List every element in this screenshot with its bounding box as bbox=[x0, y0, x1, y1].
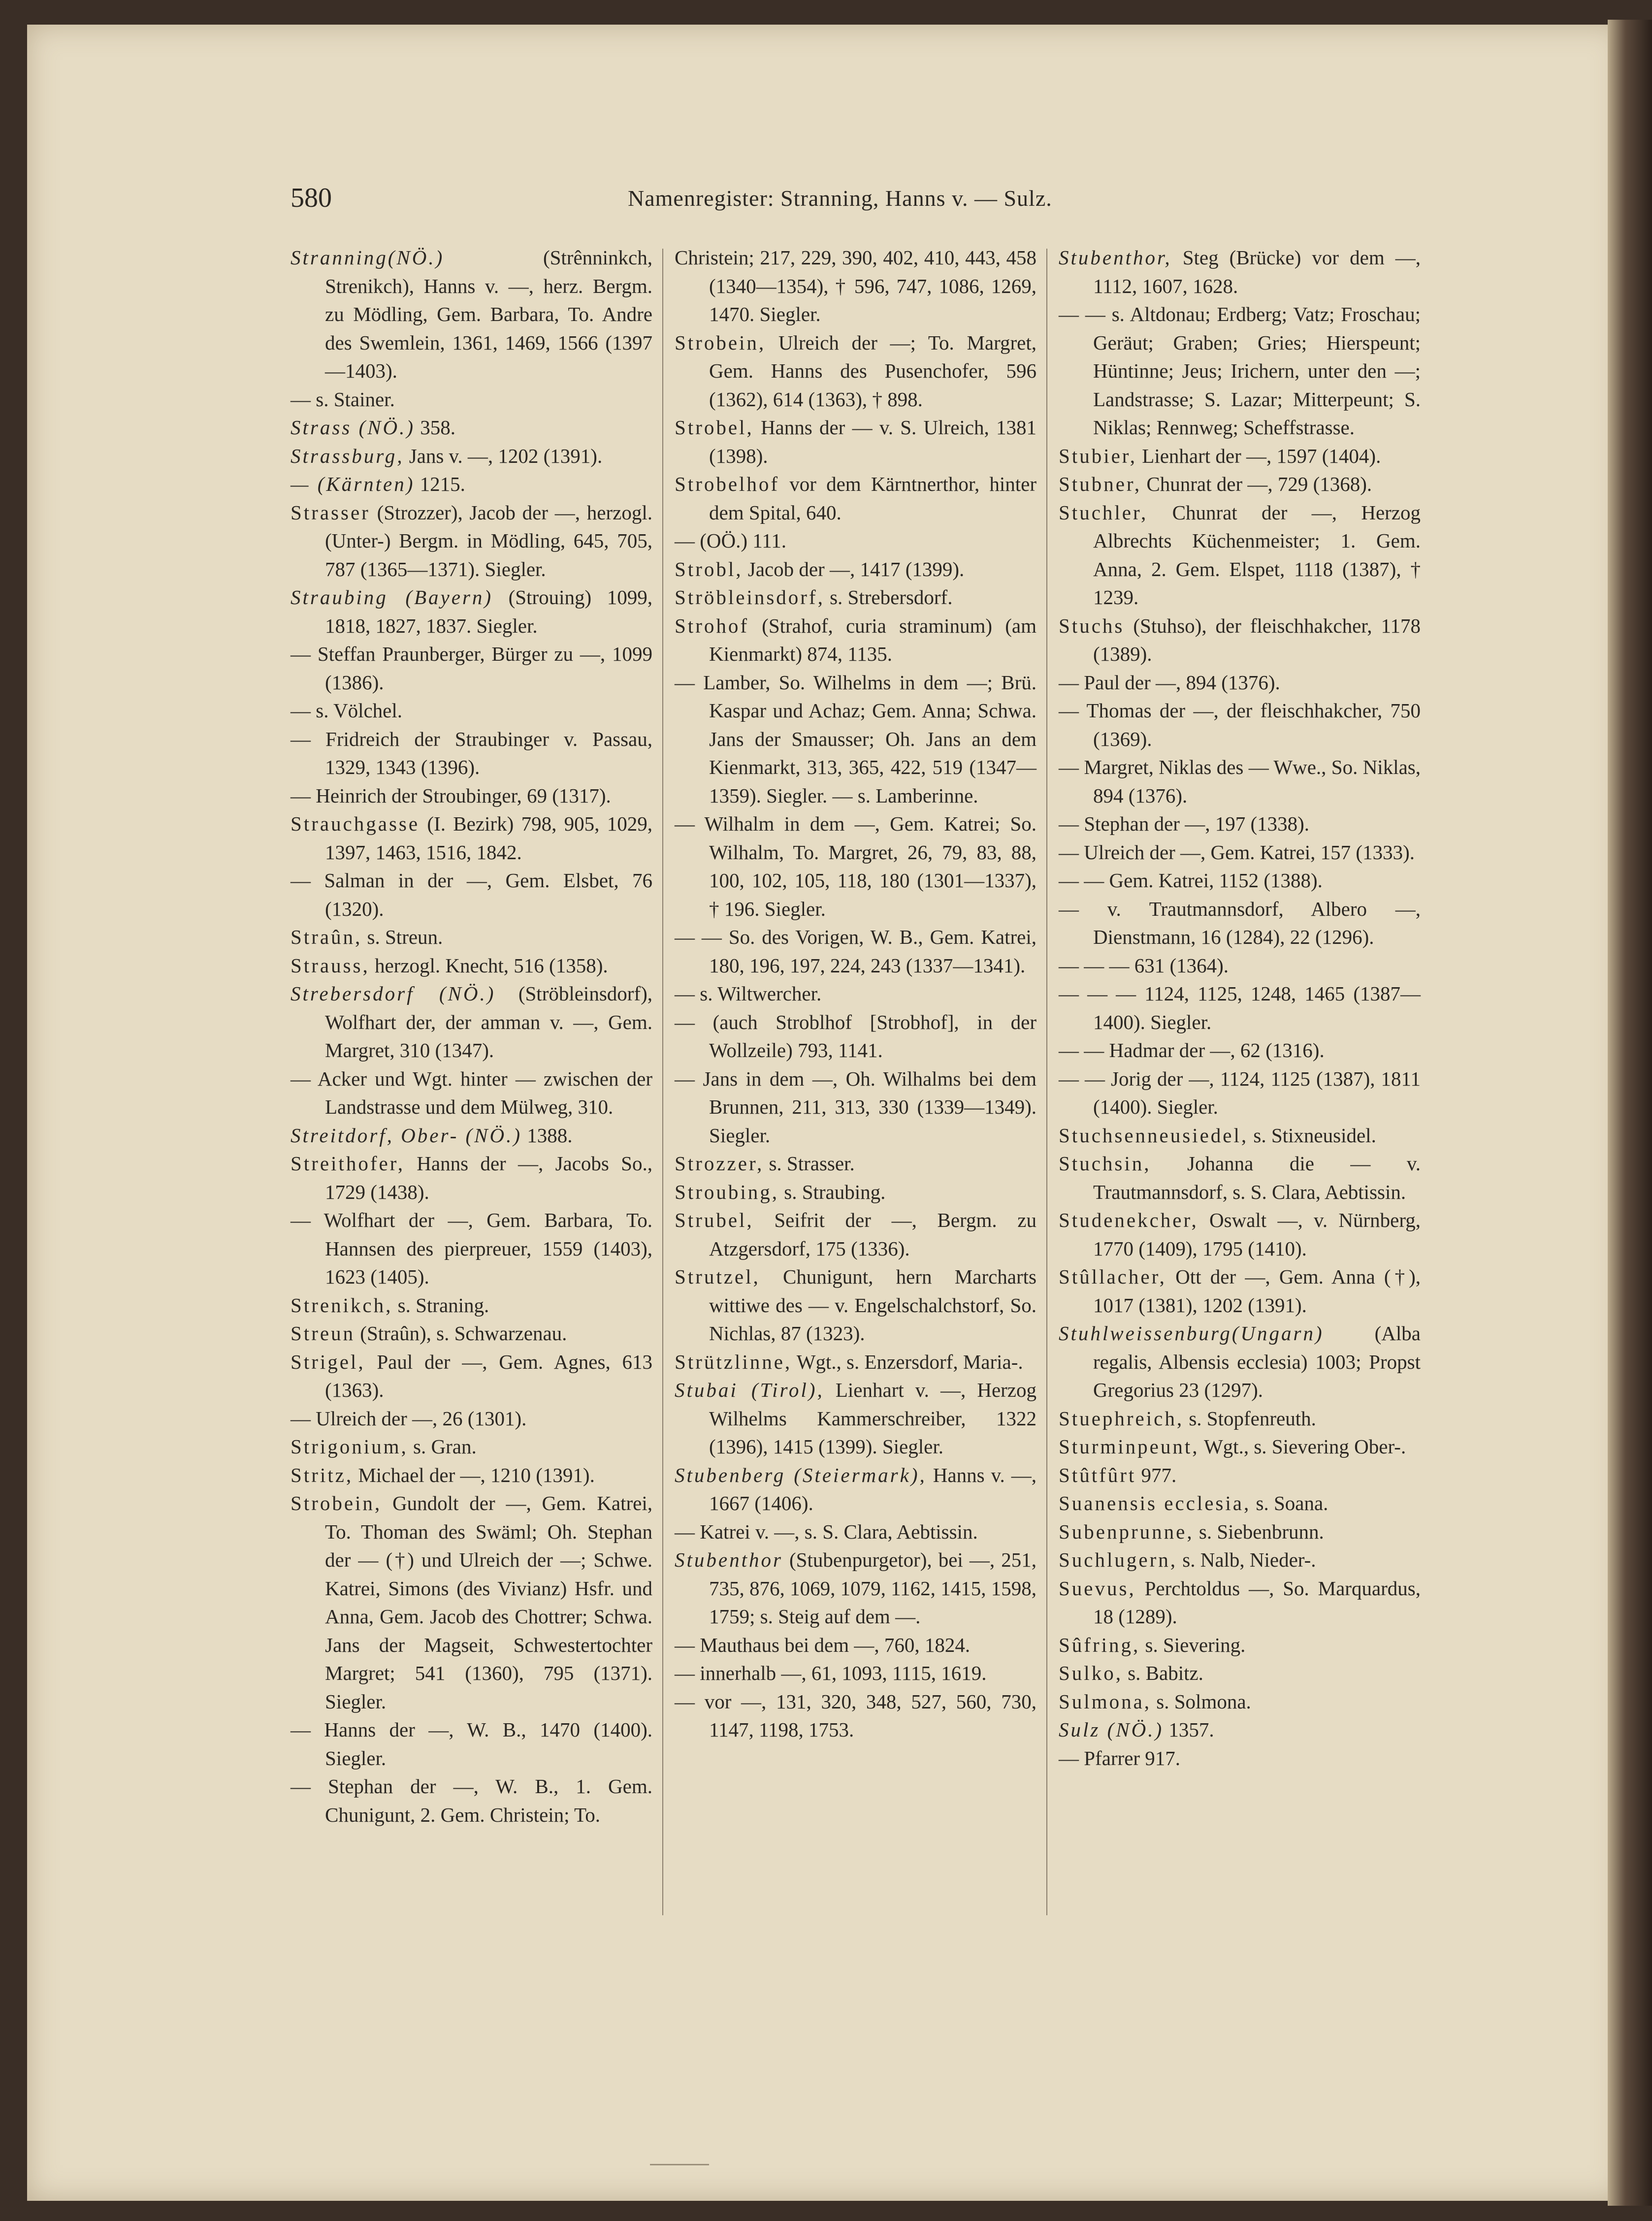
entry-text: — Pfarrer 917. bbox=[1059, 1746, 1181, 1770]
entry-lemma: Stranning(NÖ.) bbox=[291, 246, 445, 269]
index-entry bbox=[291, 1772, 652, 1829]
entry-text: — Wilhalm in dem —, Gem. Katrei; So. Wilhalm, To. Margret, 26, 79, 83, 88, 100, 102, 105, 118, 180 (1301—1337), † 196. Siegler. bbox=[675, 812, 1037, 920]
index-entry bbox=[675, 527, 1037, 555]
index-entry bbox=[291, 1065, 652, 1122]
entry-text: — (auch Stroblhof [Strobhof], in der Wollzeile) 793, 1141. bbox=[675, 1010, 1037, 1062]
entry-text: 1215. bbox=[420, 473, 465, 495]
index-entry bbox=[1059, 669, 1421, 697]
entry-text: Paul der —, Gem. Agnes, 613 (1363). bbox=[325, 1350, 652, 1401]
index-entry bbox=[675, 1546, 1037, 1631]
index-entry bbox=[675, 1688, 1037, 1744]
entry-lemma: Stuchsin, bbox=[1059, 1152, 1151, 1175]
index-entry bbox=[675, 1206, 1037, 1263]
index-entry bbox=[675, 612, 1037, 669]
entry-lemma: Stroubing, bbox=[675, 1180, 779, 1203]
index-entry bbox=[1059, 697, 1421, 753]
entry-text: Seifrit der —, Bergm. zu Atzgersdorf, 175 (1336). bbox=[709, 1209, 1037, 1260]
entry-text: Chunrat der —, Herzog Albrechts Küchenmeister; 1. Gem. Anna, 2. Gem. Elspet, 1118 (1387), † 1239. bbox=[1093, 501, 1421, 609]
column-divider bbox=[662, 249, 663, 1915]
index-entry bbox=[1059, 1206, 1421, 1263]
entry-text: (Strouing) 1099, 1818, 1827, 1837. Siegler. bbox=[325, 586, 653, 637]
entry-text: — — — 631 (1364). bbox=[1059, 954, 1229, 977]
entry-text: — Steffan Praunberger, Bürger zu —, 1099 (1386). bbox=[291, 643, 652, 694]
index-entry bbox=[291, 1405, 652, 1433]
index-entry bbox=[1059, 1405, 1421, 1433]
index-entry bbox=[1059, 838, 1421, 867]
entry-text: — innerhalb —, 61, 1093, 1115, 1619. bbox=[675, 1662, 987, 1684]
index-entry bbox=[1059, 753, 1421, 810]
index-entry bbox=[675, 1376, 1037, 1461]
index-entry bbox=[675, 1263, 1037, 1348]
entry-text: — s. Völchel. bbox=[291, 699, 403, 722]
index-entry bbox=[291, 1320, 652, 1348]
index-entry bbox=[675, 1461, 1037, 1518]
entry-lemma: Stritz, bbox=[291, 1463, 354, 1486]
entry-text: 977. bbox=[1141, 1463, 1177, 1486]
entry-text: Chunigunt, hern Marcharts wittiwe des — v. Engelschalchstorf, So. Nichlas, 87 (1323). bbox=[709, 1265, 1037, 1345]
index-entry bbox=[1059, 1575, 1421, 1631]
entry-text: Hanns v. —, 1667 (1406). bbox=[709, 1463, 1037, 1514]
entry-text: s. Siebenbrunn. bbox=[1199, 1520, 1324, 1543]
entry-text: (Stuhso), der fleischhakcher, 1178 (1389). bbox=[1093, 614, 1421, 665]
entry-lemma: Streithofer, bbox=[291, 1152, 405, 1175]
entry-lemma: Straubing (Bayern) bbox=[291, 586, 493, 609]
index-entry bbox=[291, 640, 652, 697]
entry-text: (Strahof, curia straminum) (am Kienmarkt) 874, 1135. bbox=[709, 614, 1037, 665]
entry-text: — vor —, 131, 320, 348, 527, 560, 730, 1147, 1198, 1753. bbox=[675, 1690, 1037, 1741]
entry-text: — — Hadmar der —, 62 (1316). bbox=[1059, 1039, 1325, 1062]
entry-text: (Straûn), s. Schwarzenau. bbox=[360, 1322, 567, 1345]
entry-lemma: Strasser bbox=[291, 501, 370, 524]
entry-text: Oswalt —, v. Nürnberg, 1770 (1409), 1795 (1410). bbox=[1093, 1209, 1421, 1260]
entry-lemma: Stuchler, bbox=[1059, 501, 1148, 524]
index-entry bbox=[291, 867, 652, 923]
entry-text: s. Nalb, Nieder-. bbox=[1182, 1548, 1316, 1571]
index-entry bbox=[1059, 1489, 1421, 1518]
entry-lemma: Strigel, bbox=[291, 1350, 365, 1373]
entry-text: — Ulreich der —, Gem. Katrei, 157 (1333). bbox=[1059, 840, 1415, 864]
entry-lemma: Stuephreich, bbox=[1059, 1407, 1184, 1430]
index-entry bbox=[291, 1122, 652, 1150]
index-entry bbox=[291, 1489, 652, 1716]
entry-text: Hanns der — v. S. Ulreich, 1381 (1398). bbox=[709, 416, 1037, 467]
index-entry bbox=[1059, 470, 1421, 499]
entry-text: (Strozzer), Jacob der —, herzogl. (Unter-) Bergm. in Mödling, 645, 705, 787 (1365—1371). Siegler. bbox=[325, 501, 652, 580]
index-entry bbox=[1059, 1461, 1421, 1490]
entry-text: s. Stopfenreuth. bbox=[1189, 1407, 1316, 1430]
entry-text: Chunrat der —, 729 (1368). bbox=[1146, 473, 1372, 495]
entry-lemma: Stubner, bbox=[1059, 473, 1142, 495]
entry-text: Jacob der —, 1417 (1399). bbox=[747, 557, 965, 580]
entry-text: s. Streun. bbox=[367, 926, 443, 948]
entry-lemma: Studenekcher, bbox=[1059, 1209, 1199, 1231]
entry-text: — Wolfhart der —, Gem. Barbara, To. Hannsen des pierpreuer, 1559 (1403), 1623 (1405). bbox=[291, 1209, 652, 1288]
index-entry bbox=[675, 1150, 1037, 1178]
index-entry bbox=[291, 1433, 652, 1461]
entry-lemma: Stuchs bbox=[1059, 614, 1125, 637]
index-entry bbox=[675, 244, 1037, 329]
index-entry bbox=[1059, 1631, 1421, 1660]
index-entry bbox=[291, 499, 652, 584]
entry-text: — (OÖ.) 111. bbox=[675, 529, 786, 552]
index-entry bbox=[1059, 980, 1421, 1036]
entry-text: s. Solmona. bbox=[1156, 1690, 1251, 1713]
index-entry bbox=[1059, 895, 1421, 952]
running-head: Namenregister: Stranning, Hanns v. — Sulz. bbox=[628, 186, 1052, 211]
index-entry bbox=[291, 810, 652, 867]
index-entry bbox=[1059, 1546, 1421, 1575]
index-entry bbox=[1059, 1716, 1421, 1744]
entry-lemma: Stuhlweissenburg(Ungarn) bbox=[1059, 1322, 1324, 1345]
entry-lemma: Strassburg, bbox=[291, 444, 404, 467]
entry-text: s. Stixneusidel. bbox=[1253, 1124, 1376, 1147]
entry-lemma: Sulmona, bbox=[1059, 1690, 1152, 1713]
entry-lemma: Strass (NÖ.) bbox=[291, 416, 416, 439]
index-entry bbox=[1059, 1122, 1421, 1150]
entry-text: — s. Stainer. bbox=[291, 387, 395, 411]
entry-lemma: Strobein, bbox=[675, 331, 766, 354]
entry-text: vor dem Kärntnerthor, hinter dem Spital, 640. bbox=[709, 473, 1037, 524]
index-entry bbox=[291, 1291, 652, 1320]
entry-lemma: Strobein, bbox=[291, 1492, 382, 1514]
entry-text: Steg (Brücke) vor dem —, 1112, 1607, 1628. bbox=[1093, 246, 1421, 297]
entry-text: Johanna die — v. Trautmannsdorf, s. S. Clara, Aebtissin. bbox=[1093, 1152, 1421, 1203]
entry-text: 1388. bbox=[527, 1124, 573, 1147]
index-entry bbox=[1059, 1320, 1421, 1405]
index-entry bbox=[1059, 499, 1421, 612]
entry-lemma: Streun bbox=[291, 1322, 356, 1345]
entry-lemma: Suanensis ecclesia, bbox=[1059, 1492, 1251, 1514]
entry-text: s. Straubing. bbox=[784, 1180, 886, 1203]
index-entry bbox=[675, 329, 1037, 414]
entry-lemma: Strobelhof bbox=[675, 473, 780, 495]
entry-lemma: Sûfring, bbox=[1059, 1633, 1140, 1656]
entry-lemma: Strobl, bbox=[675, 557, 743, 580]
entry-text: — Salman in der —, Gem. Elsbet, 76 (1320). bbox=[291, 869, 652, 920]
entry-text: Wgt., s. Enzersdorf, Maria-. bbox=[796, 1350, 1023, 1373]
entry-text: — — Gem. Katrei, 1152 (1388). bbox=[1059, 869, 1323, 892]
entry-lemma: Subenprunne, bbox=[1059, 1520, 1194, 1543]
index-entry bbox=[675, 1348, 1037, 1377]
index-column-2 bbox=[675, 244, 1037, 1744]
index-entry bbox=[1059, 1065, 1421, 1122]
entry-lemma: Stubier, bbox=[1059, 444, 1137, 467]
entry-text: — Fridreich der Straubinger v. Passau, 1329, 1343 (1396). bbox=[291, 727, 652, 778]
index-entry bbox=[1059, 1036, 1421, 1065]
index-entry bbox=[675, 1659, 1037, 1688]
index-entry bbox=[291, 980, 652, 1065]
entry-text: Lienhart der —, 1597 (1404). bbox=[1142, 444, 1381, 467]
entry-text: 1357. bbox=[1168, 1718, 1214, 1741]
entry-text: — — s. Altdonau; Erdberg; Vatz; Froschau; Geräut; Graben; Gries; Hierspeunt; Hüntinne; Jeus; Irichern, unter den —; Landstrasse; S. Lazar; Mitterpeunt; S. Niklas; Rennweg; Scheffstrasse. bbox=[1059, 303, 1421, 439]
entry-text: Lienhart v. —, Herzog Wilhelms Kammerschreiber, 1322 (1396), 1415 (1399). Siegler. bbox=[709, 1379, 1037, 1458]
index-entry bbox=[291, 386, 652, 414]
index-column-3 bbox=[1059, 244, 1421, 1772]
column-divider bbox=[1046, 249, 1047, 1915]
entry-text: Ott der —, Gem. Anna (†), 1017 (1381), 1202 (1391). bbox=[1093, 1265, 1421, 1317]
entry-lemma: Stuchsenneusiedel, bbox=[1059, 1124, 1249, 1147]
index-entry bbox=[291, 1461, 652, 1490]
entry-lemma: Stûtfûrt bbox=[1059, 1463, 1136, 1486]
index-entry bbox=[291, 1348, 652, 1405]
entry-lemma: Strauchgasse bbox=[291, 812, 420, 835]
entry-text: — Acker und Wgt. hinter — zwischen der Landstrasse und dem Mülweg, 310. bbox=[291, 1067, 652, 1118]
entry-lemma: Strigonium, bbox=[291, 1435, 408, 1458]
entry-lemma: Sturminpeunt, bbox=[1059, 1435, 1199, 1458]
index-entry bbox=[291, 244, 652, 386]
index-entry bbox=[1059, 810, 1421, 838]
entry-text: (Strênninkch, Strenikch), Hanns v. —, herz. Bergm. zu Mödling, Gem. Barbara, To. Andre des Swemlein, 1361, 1469, 1566 (1397—1403). bbox=[325, 246, 652, 382]
index-entry bbox=[1059, 952, 1421, 980]
entry-lemma: Straûn, bbox=[291, 926, 362, 948]
entry-text: — Jans in dem —, Oh. Wilhalms bei dem Brunnen, 211, 313, 330 (1339—1349). Siegler. bbox=[675, 1067, 1037, 1147]
entry-text: (Ströbleinsdorf), Wolfhart der, der amman v. —, Gem. Margret, 310 (1347). bbox=[325, 982, 652, 1062]
index-entry bbox=[1059, 1263, 1421, 1320]
index-entry bbox=[291, 1206, 652, 1291]
index-entry bbox=[675, 1065, 1037, 1150]
entry-text: — — So. des Vorigen, W. B., Gem. Katrei, 180, 196, 197, 224, 243 (1337—1341). bbox=[675, 926, 1037, 977]
index-entry bbox=[675, 583, 1037, 612]
entry-lemma: Stubai (Tirol), bbox=[675, 1379, 824, 1401]
index-entry bbox=[291, 697, 652, 725]
index-entry bbox=[675, 470, 1037, 527]
index-entry bbox=[675, 980, 1037, 1008]
entry-text: — Hanns der —, W. B., 1470 (1400). Siegler. bbox=[291, 1718, 652, 1770]
entry-text: — Mauthaus bei dem —, 760, 1824. bbox=[675, 1633, 971, 1656]
entry-text: s. Babitz. bbox=[1128, 1662, 1203, 1684]
entry-text: s. Soana. bbox=[1256, 1492, 1328, 1514]
entry-text: — — Jorig der —, 1124, 1125 (1387), 1811 (1400). Siegler. bbox=[1059, 1067, 1421, 1118]
entry-text: Michael der —, 1210 (1391). bbox=[358, 1463, 595, 1486]
entry-text: — Ulreich der —, 26 (1301). bbox=[291, 1407, 527, 1430]
entry-text: s. Strasser. bbox=[769, 1152, 855, 1175]
entry-lemma: Stubenberg (Steiermark), bbox=[675, 1463, 927, 1486]
entry-text: Jans v. —, 1202 (1391). bbox=[409, 444, 603, 467]
index-entry bbox=[675, 1631, 1037, 1660]
entry-lemma: Stubenthor bbox=[675, 1548, 783, 1571]
index-entry bbox=[675, 1518, 1037, 1546]
entry-text: s. Sievering. bbox=[1145, 1633, 1246, 1656]
page-number: 580 bbox=[291, 183, 332, 213]
entry-lemma: Strubel, bbox=[675, 1209, 754, 1231]
index-entry bbox=[675, 923, 1037, 980]
entry-text: s. Straning. bbox=[397, 1293, 489, 1317]
entry-text: (Stubenpurgetor), bei —, 251, 735, 876, 1069, 1079, 1162, 1415, 1598, 1759; s. Steig auf dem —. bbox=[709, 1548, 1037, 1628]
entry-text: s. Gran. bbox=[413, 1435, 477, 1458]
index-entry bbox=[675, 1178, 1037, 1207]
entry-text: 358. bbox=[420, 416, 456, 439]
entry-text: — s. Wiltwercher. bbox=[675, 982, 822, 1005]
entry-lemma: Stûllacher, bbox=[1059, 1265, 1166, 1288]
entry-lemma: Strozzer, bbox=[675, 1152, 764, 1175]
index-entry bbox=[291, 442, 652, 471]
index-entry bbox=[291, 1150, 652, 1206]
index-entry bbox=[1059, 1659, 1421, 1688]
page-header bbox=[291, 182, 1088, 226]
entry-lemma: Strobel, bbox=[675, 416, 754, 439]
index-entry bbox=[1059, 1518, 1421, 1546]
entry-text: (Alba regalis, Albensis ecclesia) 1003; Propst Gregorius 23 (1297). bbox=[1093, 1322, 1421, 1401]
index-entry bbox=[291, 782, 652, 810]
index-entry bbox=[1059, 1688, 1421, 1716]
entry-lemma: Ströbleinsdorf, bbox=[675, 586, 825, 609]
entry-lemma: Stubenthor, bbox=[1059, 246, 1172, 269]
book-gutter bbox=[1608, 20, 1652, 2206]
index-entry bbox=[675, 1008, 1037, 1065]
entry-text: Ulreich der —; To. Margret, Gem. Hanns des Pusenchofer, 596 (1362), 614 (1363), † 898. bbox=[709, 331, 1037, 411]
index-entry bbox=[291, 1716, 652, 1772]
index-entry bbox=[1059, 244, 1421, 300]
index-entry bbox=[1059, 300, 1421, 442]
entry-lemma: Suevus, bbox=[1059, 1577, 1136, 1600]
entry-text: Gundolt der —, Gem. Katrei, To. Thoman des Swäml; Oh. Stephan der — (†) und Ulreich der —; Schwe. Katrei, Simons (des Vivianz) Hsfr. und Anna, Gem. Jacob des Chottrer; Schwa. Jans der Magseit, Schwestertochter Margret; 541 (1360), 795 (1371). Siegler. bbox=[325, 1492, 652, 1713]
index-entry bbox=[1059, 442, 1421, 471]
index-entry bbox=[675, 555, 1037, 584]
entry-lemma: Strohof bbox=[675, 614, 749, 637]
entry-text: Wgt., s. Sievering Ober-. bbox=[1203, 1435, 1406, 1458]
index-entry bbox=[291, 923, 652, 952]
entry-text: — Stephan der —, 197 (1338). bbox=[1059, 812, 1309, 835]
index-entry bbox=[1059, 867, 1421, 895]
index-entry bbox=[675, 810, 1037, 923]
index-entry bbox=[291, 414, 652, 442]
entry-text: herzogl. Knecht, 516 (1358). bbox=[374, 954, 608, 977]
footer-mark bbox=[650, 2164, 709, 2165]
entry-lemma: Strebersdorf (NÖ.) bbox=[291, 982, 496, 1005]
entry-lemma: Strützlinne, bbox=[675, 1350, 792, 1373]
entry-text: s. Strebersdorf. bbox=[830, 586, 953, 609]
entry-lemma: Suchlugern, bbox=[1059, 1548, 1177, 1571]
entry-text: — Margret, Niklas des — Wwe., So. Niklas, 894 (1376). bbox=[1059, 756, 1421, 807]
index-entry bbox=[291, 583, 652, 640]
index-entry bbox=[291, 725, 652, 782]
index-entry bbox=[1059, 1433, 1421, 1461]
entry-lemma: Sulz (NÖ.) bbox=[1059, 1718, 1164, 1741]
entry-text: — Thomas der —, der fleischhakcher, 750 (1369). bbox=[1059, 699, 1421, 750]
index-entry bbox=[1059, 1744, 1421, 1773]
index-entry bbox=[291, 470, 652, 499]
index-entry bbox=[1059, 612, 1421, 669]
index-entry bbox=[675, 669, 1037, 810]
entry-text: — Paul der —, 894 (1376). bbox=[1059, 671, 1280, 694]
entry-lemma: — (Kärnten) bbox=[291, 473, 415, 495]
entry-text: — Heinrich der Stroubinger, 69 (1317). bbox=[291, 784, 611, 807]
entry-lemma: Strauss, bbox=[291, 954, 370, 977]
index-entry bbox=[1059, 1150, 1421, 1206]
entry-lemma: Strutzel, bbox=[675, 1265, 760, 1288]
entry-text: — Katrei v. —, s. S. Clara, Aebtissin. bbox=[675, 1520, 978, 1543]
entry-text: Christein; 217, 229, 390, 402, 410, 443, 458 (1340—1354), † 596, 747, 1086, 1269, 1470. Siegler. bbox=[675, 246, 1037, 325]
entry-lemma: Sulko, bbox=[1059, 1662, 1123, 1684]
entry-text: — Stephan der —, W. B., 1. Gem. Chunigunt, 2. Gem. Christein; To. bbox=[291, 1775, 652, 1826]
entry-text: (I. Bezirk) 798, 905, 1029, 1397, 1463, 1516, 1842. bbox=[325, 812, 653, 864]
entry-text: — v. Trautmannsdorf, Albero —, Dienstmann, 16 (1284), 22 (1296). bbox=[1059, 897, 1421, 948]
entry-lemma: Streitdorf, Ober- (NÖ.) bbox=[291, 1124, 522, 1147]
entry-text: — — — 1124, 1125, 1248, 1465 (1387—1400). Siegler. bbox=[1059, 982, 1421, 1033]
index-entry bbox=[291, 952, 652, 980]
index-entry bbox=[675, 414, 1037, 470]
entry-text: — Lamber, So. Wilhelms in dem —; Brü. Kaspar und Achaz; Gem. Anna; Schwa. Jans der Smausser; Oh. Jans an dem Kienmarkt, 313, 365, 422, 519 (1347—1359). Siegler. — s. Lamberinne. bbox=[675, 671, 1037, 807]
entry-lemma: Strenikch, bbox=[291, 1293, 393, 1317]
entry-text: Hanns der —, Jacobs So., 1729 (1438). bbox=[325, 1152, 652, 1203]
entry-text: Perchtoldus —, So. Marquardus, 18 (1289). bbox=[1093, 1577, 1421, 1628]
index-column-1 bbox=[291, 244, 652, 1829]
